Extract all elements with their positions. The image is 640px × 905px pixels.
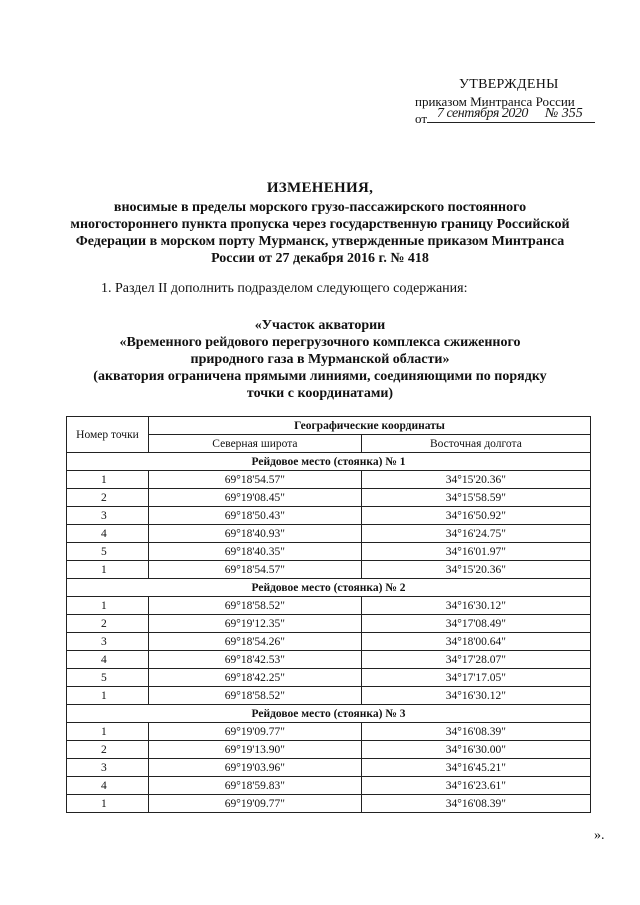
title-line-2: многостороннего пункта пропуска через государственную границу Российской [70, 217, 570, 232]
table-row [67, 561, 591, 579]
group-title: Рейдовое место (стоянка) № 3 [67, 705, 591, 723]
handwritten-number: 355 [561, 106, 583, 121]
table-row [67, 759, 591, 777]
latitude-cell: 69°18'58.52" [149, 597, 362, 615]
header-point-number: Номер точки [67, 417, 149, 453]
table-row [67, 489, 591, 507]
point-number: 3 [67, 507, 149, 525]
document-title [40, 180, 600, 267]
number-sign: № [545, 106, 559, 121]
coordinates-table [66, 416, 591, 813]
table-body [67, 453, 591, 813]
table-row [67, 795, 591, 813]
subsection-line-3: природного газа в Мурманской области» [190, 352, 450, 367]
latitude-cell: 69°18'54.57" [149, 471, 362, 489]
longitude-cell: 34°16'08.39" [361, 795, 590, 813]
point-number: 1 [67, 723, 149, 741]
table-row [67, 669, 591, 687]
approval-date-line [415, 106, 615, 127]
longitude-cell: 34°15'20.36" [361, 471, 590, 489]
point-number: 1 [67, 471, 149, 489]
longitude-cell: 34°16'08.39" [361, 723, 590, 741]
point-number: 5 [67, 669, 149, 687]
subsection-line-2: «Временного рейдового перегрузочного комплекса сжиженного [119, 335, 521, 350]
table-row [67, 507, 591, 525]
latitude-cell: 69°18'54.26" [149, 633, 362, 651]
point-number: 2 [67, 489, 149, 507]
table-row [67, 723, 591, 741]
point-number: 4 [67, 651, 149, 669]
point-number: 4 [67, 777, 149, 795]
title-heading: ИЗМЕНЕНИЯ, [266, 180, 374, 196]
longitude-cell: 34°16'23.61" [361, 777, 590, 795]
subsection-line-4: (акватория ограничена прямыми линиями, соединяющими по порядку [93, 369, 547, 384]
handwritten-number-block [545, 105, 583, 122]
latitude-cell: 69°19'09.77" [149, 723, 362, 741]
handwritten-date: 7 сентября 2020 [437, 106, 528, 121]
table-row [67, 633, 591, 651]
longitude-cell: 34°17'17.05" [361, 669, 590, 687]
longitude-cell: 34°15'20.36" [361, 561, 590, 579]
longitude-cell: 34°16'01.97" [361, 543, 590, 561]
longitude-cell: 34°17'08.49" [361, 615, 590, 633]
longitude-cell: 34°15'58.59" [361, 489, 590, 507]
point-number: 2 [67, 741, 149, 759]
table-row [67, 525, 591, 543]
table-row [67, 651, 591, 669]
longitude-cell: 34°16'30.12" [361, 687, 590, 705]
longitude-cell: 34°16'50.92" [361, 507, 590, 525]
latitude-cell: 69°19'13.90" [149, 741, 362, 759]
latitude-cell: 69°18'58.52" [149, 687, 362, 705]
longitude-cell: 34°16'30.00" [361, 741, 590, 759]
point-number: 3 [67, 633, 149, 651]
subsection-line-1: «Участок акватории [254, 318, 386, 333]
latitude-cell: 69°19'12.35" [149, 615, 362, 633]
point-number: 1 [67, 597, 149, 615]
table-row [67, 741, 591, 759]
header-latitude: Северная широта [149, 435, 362, 453]
table-row [67, 543, 591, 561]
approval-title: УТВЕРЖДЕНЫ [459, 77, 559, 92]
table-row [67, 687, 591, 705]
latitude-cell: 69°18'42.53" [149, 651, 362, 669]
point-number: 1 [67, 561, 149, 579]
longitude-cell: 34°18'00.64" [361, 633, 590, 651]
group-row [67, 453, 591, 471]
latitude-cell: 69°18'50.43" [149, 507, 362, 525]
latitude-cell: 69°18'40.35" [149, 543, 362, 561]
approval-block [415, 76, 615, 127]
point-number: 3 [67, 759, 149, 777]
point-number: 5 [67, 543, 149, 561]
title-line-4: России от 27 декабря 2016 г. № 418 [211, 251, 429, 266]
latitude-cell: 69°18'42.25" [149, 669, 362, 687]
point-number: 2 [67, 615, 149, 633]
latitude-cell: 69°18'59.83" [149, 777, 362, 795]
approval-prefix: от [415, 111, 428, 126]
latitude-cell: 69°18'54.57" [149, 561, 362, 579]
approval-order: приказом Минтранса России [415, 94, 575, 109]
title-line-1: вносимые в пределы морского грузо-пассажирского постоянного [113, 200, 527, 215]
longitude-cell: 34°16'24.75" [361, 525, 590, 543]
header-longitude: Восточная долгота [361, 435, 590, 453]
subsection-line-5: точки с координатами) [246, 386, 394, 401]
header-geo-coords: Географические координаты [149, 417, 591, 435]
point-number: 1 [67, 795, 149, 813]
group-title: Рейдовое место (стоянка) № 1 [67, 453, 591, 471]
title-line-3: Федерации в морском порту Мурманск, утвержденные приказом Минтранса [75, 234, 565, 249]
group-row [67, 579, 591, 597]
longitude-cell: 34°16'45.21" [361, 759, 590, 777]
closing-quote: ». [594, 828, 605, 843]
group-row [67, 705, 591, 723]
table-row [67, 777, 591, 795]
latitude-cell: 69°18'40.93" [149, 525, 362, 543]
paragraph-1: 1. Раздел II дополнить подразделом следующего содержания: [101, 281, 468, 296]
latitude-cell: 69°19'09.77" [149, 795, 362, 813]
point-number: 4 [67, 525, 149, 543]
table-row [67, 471, 591, 489]
group-title: Рейдовое место (стоянка) № 2 [67, 579, 591, 597]
longitude-cell: 34°17'28.07" [361, 651, 590, 669]
signature-underline [427, 106, 595, 123]
subsection-title [40, 317, 600, 402]
longitude-cell: 34°16'30.12" [361, 597, 590, 615]
table-row [67, 615, 591, 633]
latitude-cell: 69°19'03.96" [149, 759, 362, 777]
table-row [67, 597, 591, 615]
point-number: 1 [67, 687, 149, 705]
latitude-cell: 69°19'08.45" [149, 489, 362, 507]
